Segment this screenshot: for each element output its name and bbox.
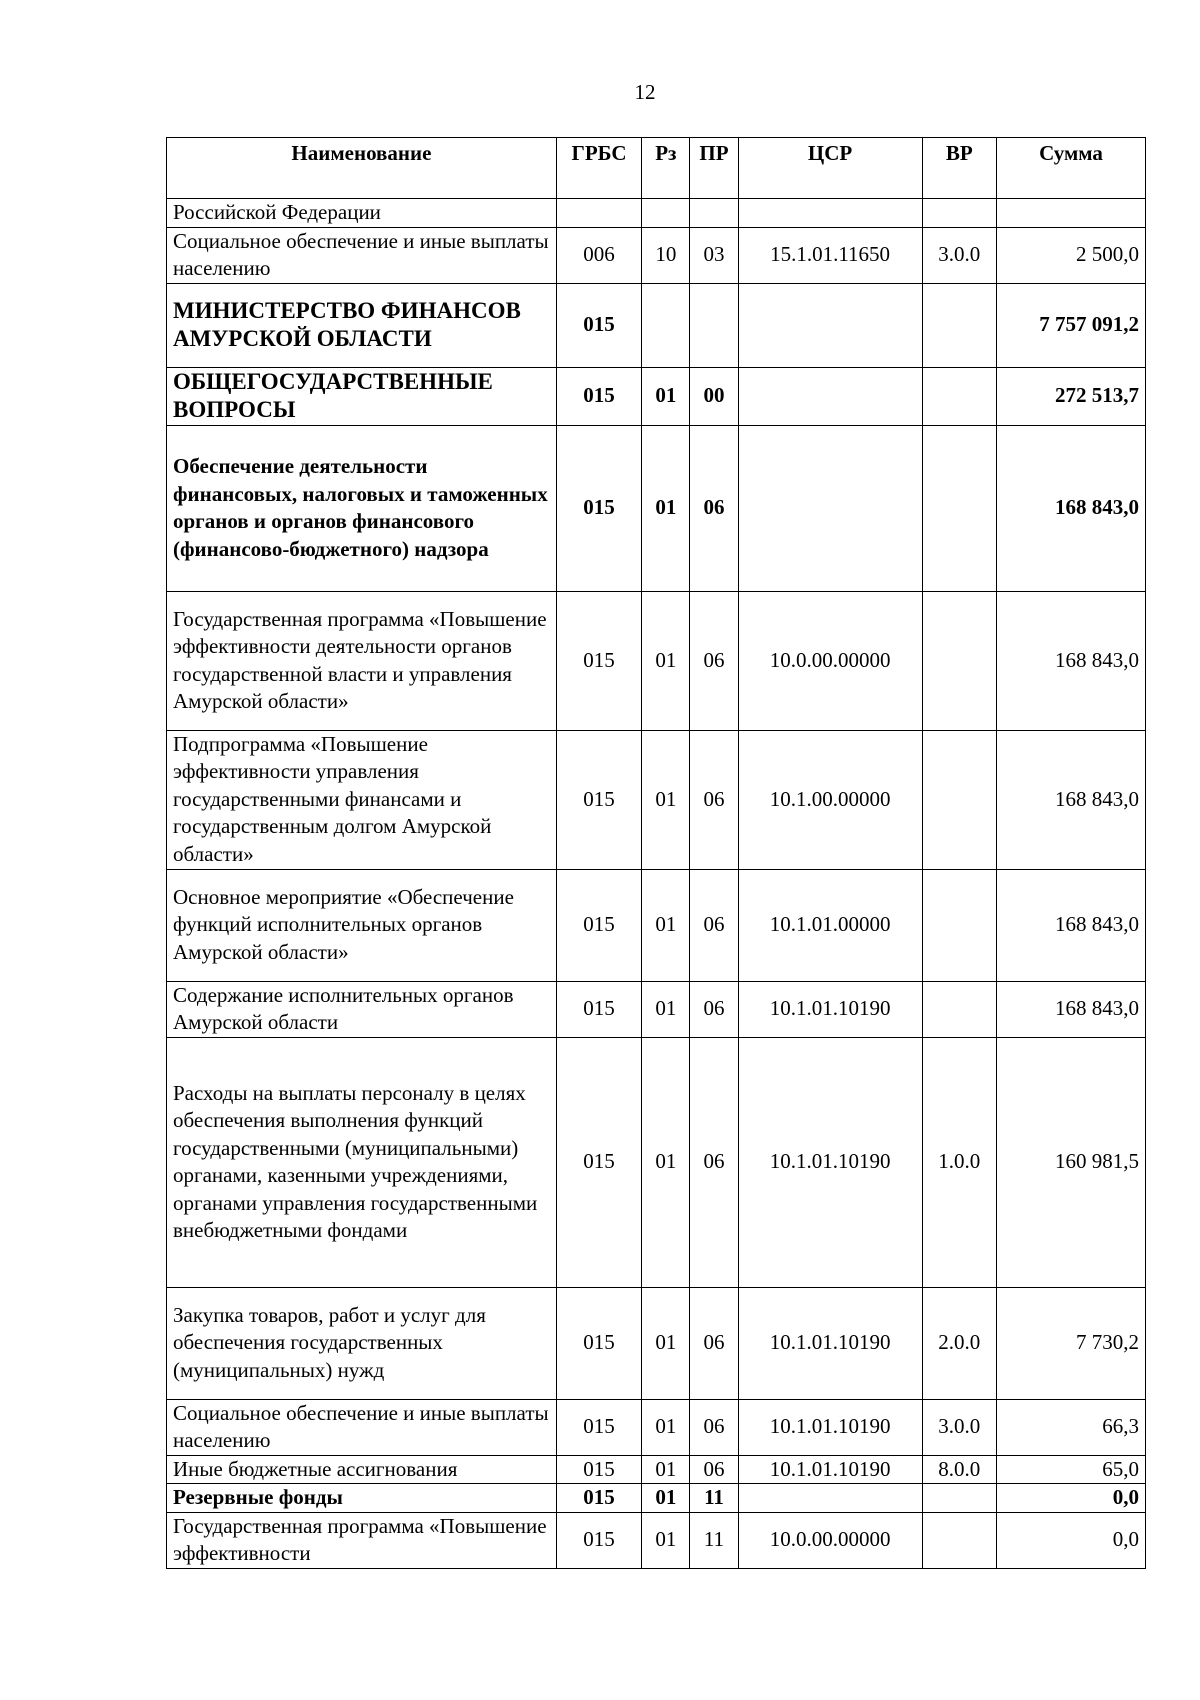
row-pr: 06 — [690, 1287, 738, 1399]
budget-table — [166, 137, 1146, 1569]
row-name: Резервные фонды — [167, 1484, 557, 1513]
row-pr: 06 — [690, 981, 738, 1037]
row-name: Расходы на выплаты персоналу в целях обеспечения выполнения функций государственными (муниципальными) органами, казенными учреждениями, органами управления государственными внебюджетными фондами — [167, 1037, 557, 1287]
table-row — [167, 1037, 1146, 1287]
row-vr — [922, 1512, 996, 1568]
row-grbs: 015 — [556, 1455, 641, 1484]
row-csr: 10.1.00.00000 — [738, 730, 922, 869]
row-pr — [690, 199, 738, 228]
row-csr: 10.1.01.00000 — [738, 869, 922, 981]
row-rz: 01 — [642, 1484, 690, 1513]
row-pr: 06 — [690, 869, 738, 981]
row-csr: 10.1.01.10190 — [738, 1037, 922, 1287]
row-vr: 3.0.0 — [922, 1399, 996, 1455]
row-sum: 272 513,7 — [997, 367, 1146, 425]
row-name: Основное мероприятие «Обеспечение функций исполнительных органов Амурской области» — [167, 869, 557, 981]
row-vr — [922, 591, 996, 730]
row-vr: 3.0.0 — [922, 227, 996, 283]
row-name: Обеспечение деятельности финансовых, налоговых и таможенных органов и органов финансового (финансово-бюджетного) надзора — [167, 425, 557, 591]
row-csr: 10.1.01.10190 — [738, 1287, 922, 1399]
row-pr: 06 — [690, 730, 738, 869]
row-rz — [642, 199, 690, 228]
row-csr — [738, 425, 922, 591]
row-csr: 10.1.01.10190 — [738, 1399, 922, 1455]
row-grbs: 015 — [556, 591, 641, 730]
row-grbs: 015 — [556, 869, 641, 981]
header-name: Наименование — [167, 138, 557, 199]
row-csr: 10.0.00.00000 — [738, 1512, 922, 1568]
row-csr — [738, 199, 922, 228]
row-csr: 10.1.01.10190 — [738, 1455, 922, 1484]
row-rz: 01 — [642, 730, 690, 869]
row-name: Закупка товаров, работ и услуг для обеспечения государственных (муниципальных) нужд — [167, 1287, 557, 1399]
row-grbs: 015 — [556, 730, 641, 869]
row-vr — [922, 367, 996, 425]
row-rz: 01 — [642, 1512, 690, 1568]
table-row — [167, 1484, 1146, 1513]
row-pr: 06 — [690, 1037, 738, 1287]
row-csr: 10.1.01.10190 — [738, 981, 922, 1037]
row-pr: 06 — [690, 1455, 738, 1484]
row-rz: 01 — [642, 1399, 690, 1455]
row-grbs — [556, 199, 641, 228]
table-row — [167, 367, 1146, 425]
table-row — [167, 1287, 1146, 1399]
row-sum: 7 730,2 — [997, 1287, 1146, 1399]
row-sum: 0,0 — [997, 1484, 1146, 1513]
row-csr — [738, 1484, 922, 1513]
table-row — [167, 425, 1146, 591]
row-name: Подпрограмма «Повышение эффективности управления государственными финансами и государственным долгом Амурской области» — [167, 730, 557, 869]
row-sum: 65,0 — [997, 1455, 1146, 1484]
row-name: Российской Федерации — [167, 199, 557, 228]
row-vr — [922, 199, 996, 228]
table-body — [167, 199, 1146, 1569]
row-grbs: 015 — [556, 425, 641, 591]
row-vr — [922, 981, 996, 1037]
row-rz: 01 — [642, 981, 690, 1037]
row-grbs: 015 — [556, 1512, 641, 1568]
row-sum: 168 843,0 — [997, 425, 1146, 591]
row-pr: 06 — [690, 1399, 738, 1455]
row-vr — [922, 730, 996, 869]
row-vr: 2.0.0 — [922, 1287, 996, 1399]
row-name: Государственная программа «Повышение эффективности — [167, 1512, 557, 1568]
row-pr: 00 — [690, 367, 738, 425]
row-grbs: 015 — [556, 981, 641, 1037]
row-name: Государственная программа «Повышение эффективности деятельности органов государственной власти и управления Амурской области» — [167, 591, 557, 730]
row-csr — [738, 283, 922, 367]
row-vr — [922, 425, 996, 591]
table-row — [167, 730, 1146, 869]
row-name: Иные бюджетные ассигнования — [167, 1455, 557, 1484]
row-grbs: 015 — [556, 1037, 641, 1287]
table-row — [167, 227, 1146, 283]
table-row — [167, 981, 1146, 1037]
row-rz — [642, 283, 690, 367]
table-row — [167, 283, 1146, 367]
row-sum — [997, 199, 1146, 228]
row-csr: 15.1.01.11650 — [738, 227, 922, 283]
header-csr: ЦСР — [738, 138, 922, 199]
page-number: 12 — [634, 80, 656, 104]
row-rz: 01 — [642, 591, 690, 730]
row-sum: 2 500,0 — [997, 227, 1146, 283]
row-sum: 0,0 — [997, 1512, 1146, 1568]
row-grbs: 015 — [556, 1484, 641, 1513]
row-rz: 01 — [642, 1037, 690, 1287]
row-vr — [922, 1484, 996, 1513]
table-row — [167, 199, 1146, 228]
row-rz: 01 — [642, 1455, 690, 1484]
row-name: Социальное обеспечение и иные выплаты населению — [167, 227, 557, 283]
row-grbs: 015 — [556, 283, 641, 367]
row-name: Содержание исполнительных органов Амурской области — [167, 981, 557, 1037]
row-pr: 06 — [690, 425, 738, 591]
table-header-row — [167, 138, 1146, 199]
row-vr — [922, 869, 996, 981]
row-grbs: 015 — [556, 367, 641, 425]
row-grbs: 006 — [556, 227, 641, 283]
row-rz: 01 — [642, 367, 690, 425]
header-pr: ПР — [690, 138, 738, 199]
row-pr: 03 — [690, 227, 738, 283]
row-grbs: 015 — [556, 1287, 641, 1399]
row-vr — [922, 283, 996, 367]
table-row — [167, 591, 1146, 730]
header-rz: Рз — [642, 138, 690, 199]
row-sum: 168 843,0 — [997, 869, 1146, 981]
row-rz: 01 — [642, 425, 690, 591]
table-row — [167, 869, 1146, 981]
row-vr: 1.0.0 — [922, 1037, 996, 1287]
row-grbs: 015 — [556, 1399, 641, 1455]
row-pr: 11 — [690, 1484, 738, 1513]
row-pr: 11 — [690, 1512, 738, 1568]
header-vr: ВР — [922, 138, 996, 199]
header-sum: Сумма — [997, 138, 1146, 199]
row-sum: 7 757 091,2 — [997, 283, 1146, 367]
row-name: Социальное обеспечение и иные выплаты населению — [167, 1399, 557, 1455]
row-pr: 06 — [690, 591, 738, 730]
table-row — [167, 1512, 1146, 1568]
row-csr — [738, 367, 922, 425]
row-name: МИНИСТЕРСТВО ФИНАНСОВ АМУРСКОЙ ОБЛАСТИ — [167, 283, 557, 367]
row-sum: 160 981,5 — [997, 1037, 1146, 1287]
table-row — [167, 1399, 1146, 1455]
row-rz: 01 — [642, 1287, 690, 1399]
header-grbs: ГРБС — [556, 138, 641, 199]
row-sum: 168 843,0 — [997, 730, 1146, 869]
row-sum: 168 843,0 — [997, 591, 1146, 730]
row-pr — [690, 283, 738, 367]
row-vr: 8.0.0 — [922, 1455, 996, 1484]
row-rz: 10 — [642, 227, 690, 283]
row-csr: 10.0.00.00000 — [738, 591, 922, 730]
table-row — [167, 1455, 1146, 1484]
row-rz: 01 — [642, 869, 690, 981]
row-name: ОБЩЕГОСУДАРСТВЕННЫЕ ВОПРОСЫ — [167, 367, 557, 425]
row-sum: 66,3 — [997, 1399, 1146, 1455]
row-sum: 168 843,0 — [997, 981, 1146, 1037]
